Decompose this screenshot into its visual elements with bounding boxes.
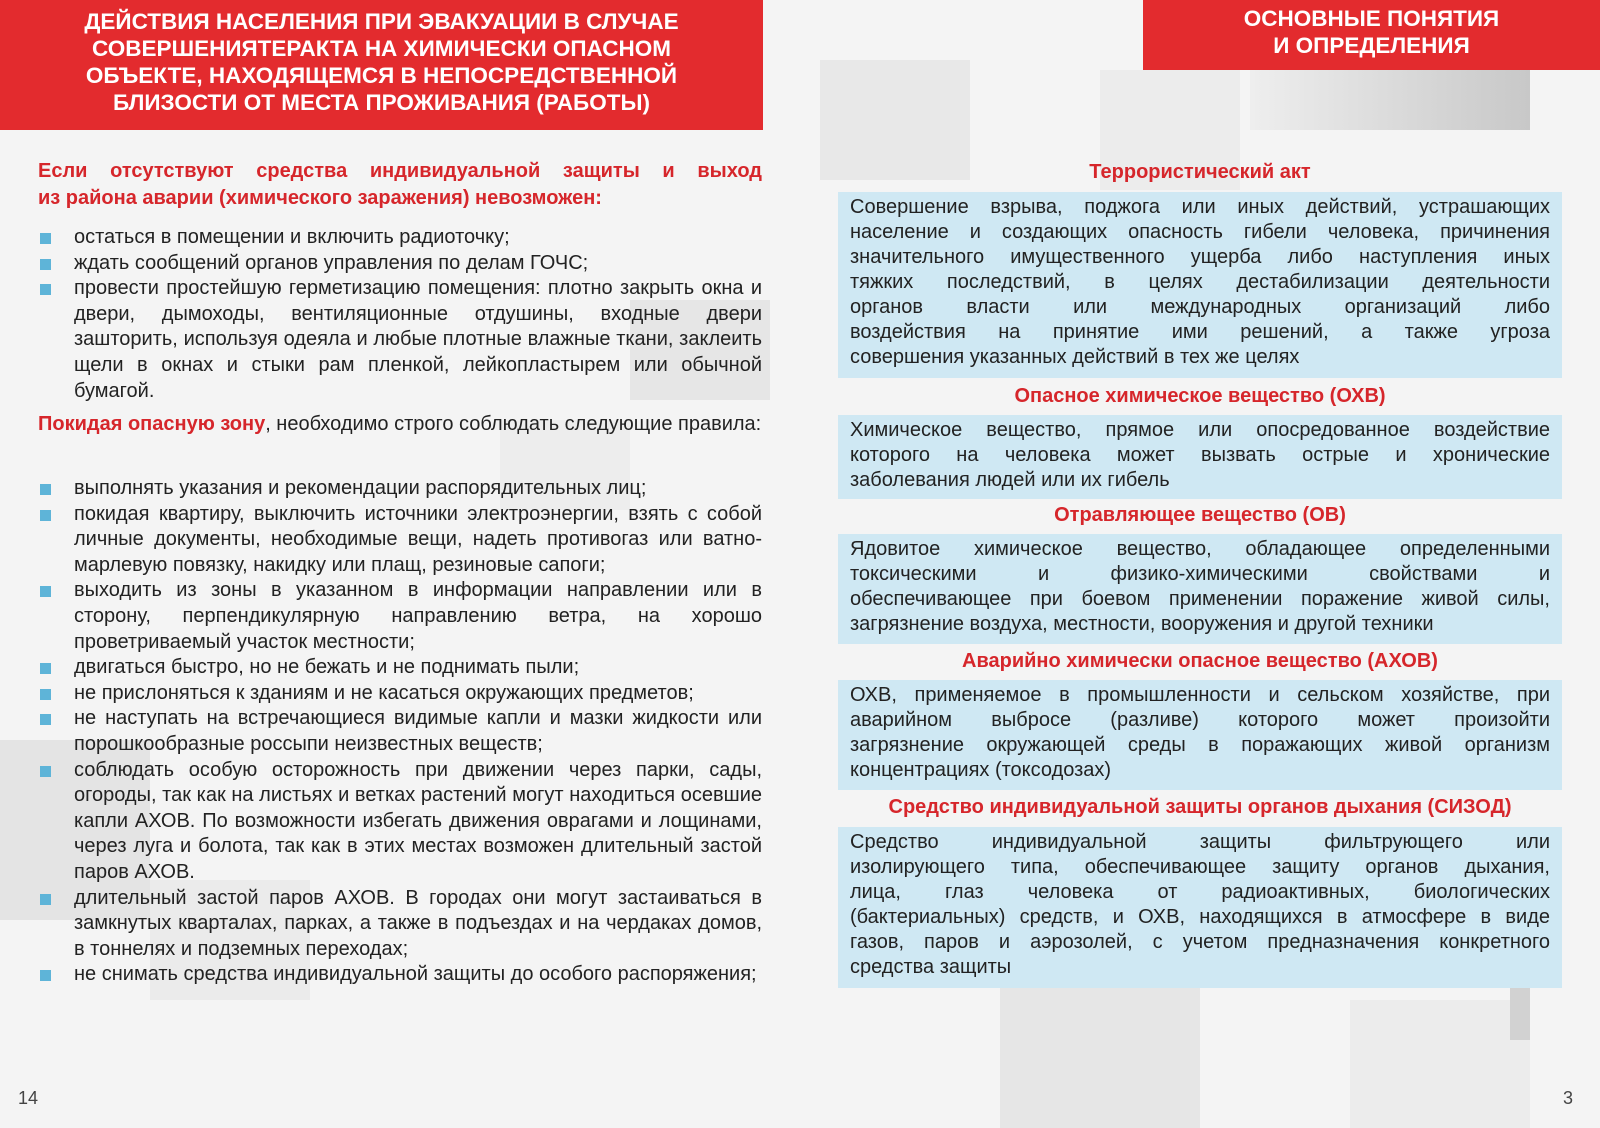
header-line: ДЕЙСТВИЯ НАСЕЛЕНИЯ ПРИ ЭВАКУАЦИИ В СЛУЧАЕ: [84, 9, 679, 34]
term-title: Средство индивидуальной защиты органов дыхания (СИЗОД): [888, 796, 1512, 818]
definition-line: лица, глаз человека от радиоактивных, биологических: [850, 881, 1550, 903]
definition-line: тяжких последствий, в целях дестабилизации деятельности: [850, 271, 1550, 293]
definition-line: аварийном выбросе (разливе) которого может произойти: [850, 709, 1550, 731]
definition-line: которого на человека может вызвать острые и хронические: [850, 444, 1550, 466]
background-tile: [1250, 70, 1530, 130]
bullet-square-icon: [40, 689, 51, 700]
term-title: Опасное химическое вещество (ОХВ): [1014, 385, 1386, 407]
bullet-list-shelter: [38, 225, 762, 404]
definition-line: средства защиты: [850, 956, 1012, 978]
bullet-square-icon: [40, 714, 51, 725]
definition-line: воздействия на принятие ими решений, а также угроза: [850, 321, 1550, 343]
background-tile: [1350, 1000, 1530, 1128]
right-page-header: [1143, 0, 1600, 70]
page-number-right: 3: [1563, 1088, 1574, 1108]
term-title: Отравляющее вещество (ОВ): [1054, 504, 1346, 526]
background-tile: [1000, 980, 1200, 1128]
header-line: ОБЪЕКТЕ, НАХОДЯЩЕМСЯ В НЕПОСРЕДСТВЕННОЙ: [85, 63, 678, 88]
bullet-square-icon: [40, 484, 51, 495]
definition-line: обеспечивающее при боевом применении поражение живой силы,: [850, 588, 1550, 610]
definition-line: значительного имущественного ущерба либо наступления иных: [850, 246, 1550, 268]
definition-line: Химическое вещество, прямое или опосредованное воздействие: [850, 419, 1550, 441]
bullet-square-icon: [40, 284, 51, 295]
header-line: И ОПРЕДЕЛЕНИЯ: [1273, 33, 1470, 58]
term-definition-box: [838, 534, 1562, 644]
definition-line: концентрациях (токсодозах): [850, 759, 1112, 781]
definition-line: Совершение взрыва, поджога или иных действий, устрашающих: [850, 196, 1550, 218]
list-item: не снимать средства индивидуальной защиты до особого распоряжения;: [38, 962, 762, 988]
bullet-square-icon: [40, 586, 51, 597]
definition-line: Средство индивидуальной защиты фильтрующего или: [850, 831, 1550, 853]
bullet-list-evacuation: [38, 476, 762, 988]
left-page-header: [0, 0, 763, 130]
list-item: покидая квартиру, выключить источники электроэнергии, взять с собой личные документы, необходимые вещи, надеть противогаз или ватно-марлевую повязку, накидку или плащ, резиновые сапоги;: [38, 502, 762, 579]
bullet-square-icon: [40, 233, 51, 244]
bullet-square-icon: [40, 259, 51, 270]
list-item: двигаться быстро, но не бежать и не поднимать пыли;: [38, 655, 762, 681]
bullet-square-icon: [40, 663, 51, 674]
list-item: выполнять указания и рекомендации распорядительных лиц;: [38, 476, 762, 502]
term-definition-box: [838, 192, 1562, 378]
page-number-left: 14: [18, 1088, 39, 1108]
list-item: длительный застой паров АХОВ. В городах они могут застаиваться в замкнутых кварталах, парках, а также в подъездах и на чердаках домов, в тоннелях и подземных переходах;: [38, 886, 762, 963]
definition-line: изолирующего типа, обеспечивающее защиту органов дыхания,: [850, 856, 1550, 878]
intro-highlight: Покидая опасную зону: [38, 413, 266, 435]
header-line: БЛИЗОСТИ ОТ МЕСТА ПРОЖИВАНИЯ (РАБОТЫ): [112, 90, 650, 115]
evacuation-intro: [38, 411, 762, 437]
bullet-square-icon: [40, 510, 51, 521]
bullet-square-icon: [40, 970, 51, 981]
definition-line: совершения указанных действий в тех же целях: [850, 346, 1300, 368]
term-definition-box: [838, 680, 1562, 790]
list-item: ждать сообщений органов управления по делам ГОЧС;: [38, 251, 762, 277]
definition-line: газов, паров и аэрозолей, с учетом предназначения конкретного: [850, 931, 1550, 953]
list-item: соблюдать особую осторожность при движении через парки, сады, огороды, так как на листьях и ветках растений могут находиться осевшие капли АХОВ. По возможности избегать движения оврагами и лощинами, через луга и болота, так как в этих местах возможен длительный застой паров АХОВ.: [38, 758, 762, 886]
lead-heading-line: Если отсутствуют средства индивидуальной защиты и выход: [38, 160, 762, 182]
definition-line: Ядовитое химическое вещество, обладающее определенными: [850, 538, 1550, 560]
definition-line: население и создающих опасность гибели человека, причинения: [850, 221, 1550, 243]
lead-heading-line: из района аварии (химического заражения) невозможен:: [38, 187, 602, 209]
intro-text: , необходимо строго соблюдать следующие правила:: [265, 413, 762, 435]
definition-line: загрязнение воздуха, местности, вооружения и другой техники: [850, 613, 1434, 635]
definition-line: заболевания людей или их гибель: [850, 469, 1170, 491]
bullet-square-icon: [40, 894, 51, 905]
term-definition-box: [838, 827, 1562, 988]
term-title: Террористический акт: [1089, 161, 1311, 183]
bullet-square-icon: [40, 766, 51, 777]
header-line: СОВЕРШЕНИЯТЕРАКТА НА ХИМИЧЕСКИ ОПАСНОМ: [92, 36, 671, 61]
list-item: остаться в помещении и включить радиоточку;: [38, 225, 762, 251]
definition-line: органов власти или международных организаций либо: [850, 296, 1550, 318]
list-item: выходить из зоны в указанном в информации направлении или в сторону, перпендикулярную направлению ветра, на хорошо проветриваемый участок местности;: [38, 578, 762, 655]
list-item: не наступать на встречающиеся видимые капли и мазки жидкости или порошкообразные россыпи неизвестных веществ;: [38, 706, 762, 757]
list-item: не прислоняться к зданиям и не касаться окружающих предметов;: [38, 681, 762, 707]
definition-line: (бактериальных) средств, и ОХВ, находящихся в атмосфере в виде: [850, 906, 1550, 928]
term-definition-box: [838, 415, 1562, 499]
header-line: ОСНОВНЫЕ ПОНЯТИЯ: [1243, 6, 1500, 31]
list-item: провести простейшую герметизацию помещения: плотно закрыть окна и двери, дымоходы, вентиляционные отдушины, входные двери зашторить, используя одеяла и любые плотные влажные ткани, заклеить щели в окнах и стыки рам пленкой, лейкопластырем или обычной бумагой.: [38, 276, 762, 404]
definition-line: загрязнение окружающей среды в поражающих живой организм: [850, 734, 1550, 756]
lead-heading: [38, 158, 762, 212]
definition-line: токсическими и физико-химическими свойствами и: [850, 563, 1550, 585]
term-title: Аварийно химически опасное вещество (АХОВ): [962, 650, 1438, 672]
definition-line: ОХВ, применяемое в промышленности и сельском хозяйстве, при: [850, 684, 1550, 706]
